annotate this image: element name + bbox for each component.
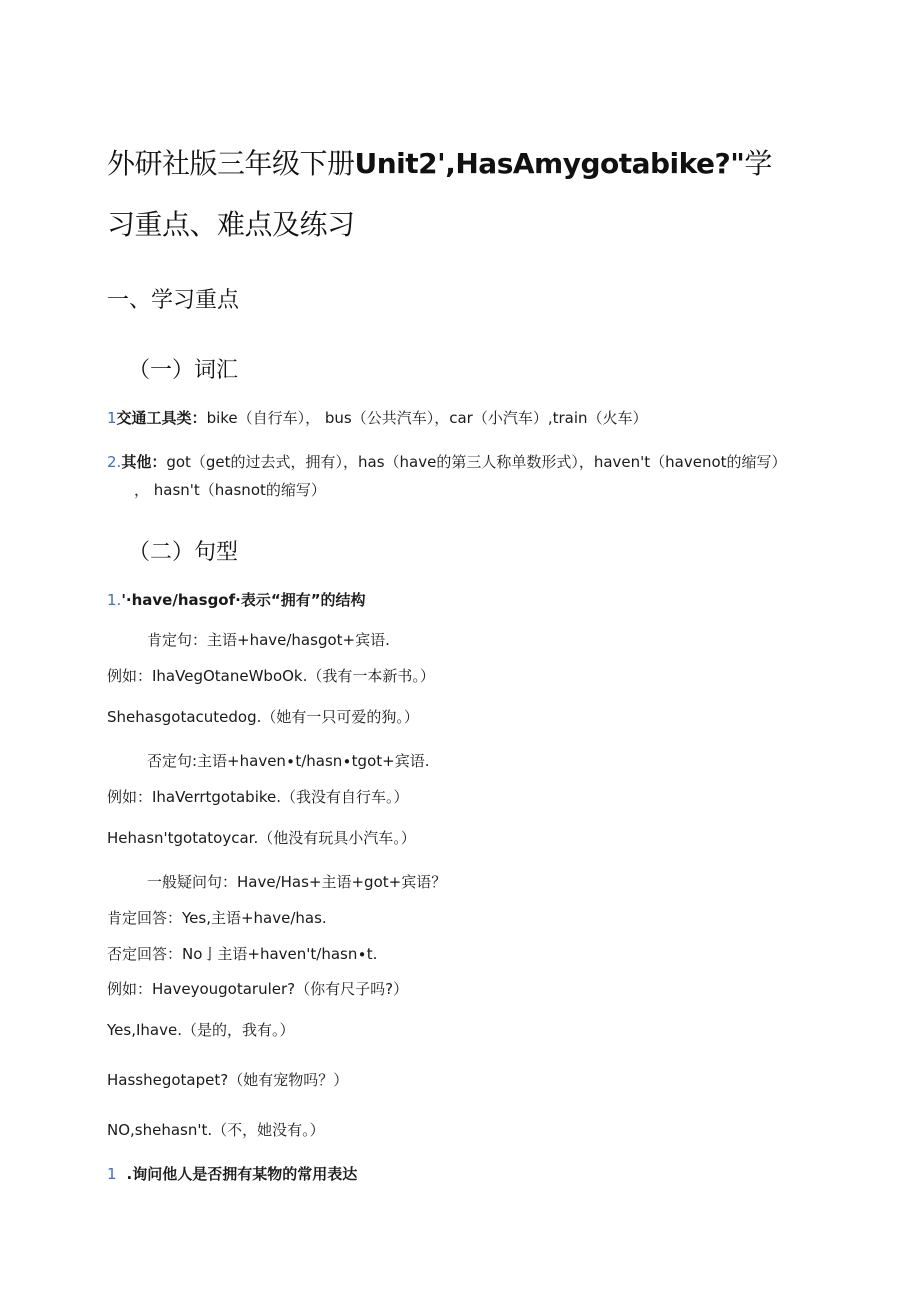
line-example: NO,shehasn't.（不，她没有。） — [107, 1121, 325, 1139]
point-label: '·have∕hasgof·表示“拥有”的结构 — [121, 591, 366, 609]
item-label: 其他： — [121, 453, 167, 471]
line-example: Shehasgotacutedog.（她有一只可爱的狗。） — [107, 708, 419, 726]
subheading-sentence-patterns: （二）句型 — [128, 540, 239, 565]
title-cn: 外研社版三年级下册 — [107, 147, 355, 180]
line-example: Yes,Ihave.（是的，我有。） — [107, 1021, 295, 1039]
point-number: 1. — [107, 591, 122, 609]
point-number: 1 — [107, 1165, 117, 1183]
item-text: got（get的过去式，拥有），has（have的第三人称单数形式），haven't（havenot的缩写） — [166, 453, 787, 471]
vocab-item-other — [107, 451, 787, 473]
vocab-item-other-cont: ， hasn't（hasnot的缩写） — [134, 481, 326, 499]
line-example: 例如：IhaVerrtgotabike.（我没有自行车。） — [107, 788, 409, 806]
line-example: Hasshegotapet?（她有宠物吗？） — [107, 1071, 349, 1089]
vocab-item-transport — [107, 407, 648, 429]
item-text: bike（自行车）， bus（公共汽车），car（小汽车）,train（火车） — [206, 409, 648, 427]
document-title-line2: 习重点、难点及练习 — [107, 208, 355, 241]
title-tail: 学 — [744, 147, 772, 180]
line-negative-rule: 否定句:主语+haven∙t∕hasn∙tgot+宾语. — [147, 752, 430, 770]
item-number: 1 — [107, 409, 117, 427]
line-affirmative-rule: 肯定句：主语+have/hasgot+宾语. — [147, 631, 390, 649]
point-label: .询问他人是否拥有某物的常用表达 — [126, 1165, 358, 1183]
item-label: 交通工具类： — [116, 409, 207, 427]
item-number: 2. — [107, 453, 122, 471]
document-title-line1 — [107, 146, 772, 182]
line-positive-answer: 肯定回答：Yes,主语+have/has. — [107, 909, 327, 927]
title-en: Unit2',HasAmygotabike?" — [354, 147, 745, 180]
pattern-point-asking — [107, 1163, 357, 1185]
line-question-rule: 一般疑问句：Have/Has+主语+got+宾语？ — [147, 873, 447, 891]
line-example: Hehasn'tgotatoycar.（他没有玩具小汽车。） — [107, 829, 416, 847]
line-negative-answer: 否定回答：No亅主语+haven't∕hasn∙t. — [107, 945, 378, 963]
section-heading-key-points: 一、学习重点 — [107, 288, 240, 313]
pattern-point-have-got — [107, 589, 366, 611]
subheading-vocabulary: （一）词汇 — [128, 358, 239, 383]
line-example: 例如：IhaVegOtaneWboOk.（我有一本新书。） — [107, 667, 435, 685]
line-example: 例如：Haveyougotaruler?（你有尺子吗?） — [107, 980, 409, 998]
